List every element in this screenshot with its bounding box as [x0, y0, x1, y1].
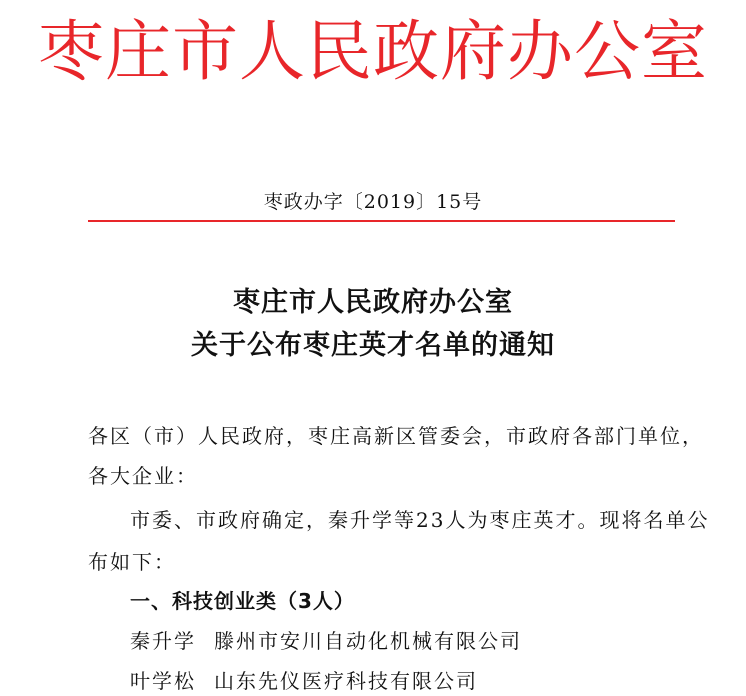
body-line-1: 市委、市政府确定，秦升学等23人为枣庄英才。现将名单公	[130, 508, 710, 532]
section-heading: 一、科技创业类（3人）	[130, 589, 355, 613]
organization-name: 滕州市安川自动化机械有限公司	[214, 629, 522, 653]
title-line-1: 枣庄市人民政府办公室	[233, 287, 513, 318]
list-item	[130, 626, 522, 656]
list-item	[130, 666, 478, 696]
red-divider	[88, 220, 675, 222]
issuer-masthead: 枣庄市人民政府办公室	[38, 13, 708, 90]
person-name: 秦升学	[130, 629, 196, 653]
document-number: 枣政办字〔2019〕15号	[263, 191, 483, 213]
addressee-line-2: 各大企业：	[88, 464, 198, 488]
organization-name: 山东先仪医疗科技有限公司	[214, 669, 478, 693]
title-line-2: 关于公布枣庄英才名单的通知	[191, 330, 555, 361]
person-name: 叶学松	[130, 669, 196, 693]
body-line-2: 布如下：	[88, 550, 176, 574]
addressee-line-1: 各区（市）人民政府，枣庄高新区管委会，市政府各部门单位，	[88, 424, 704, 448]
